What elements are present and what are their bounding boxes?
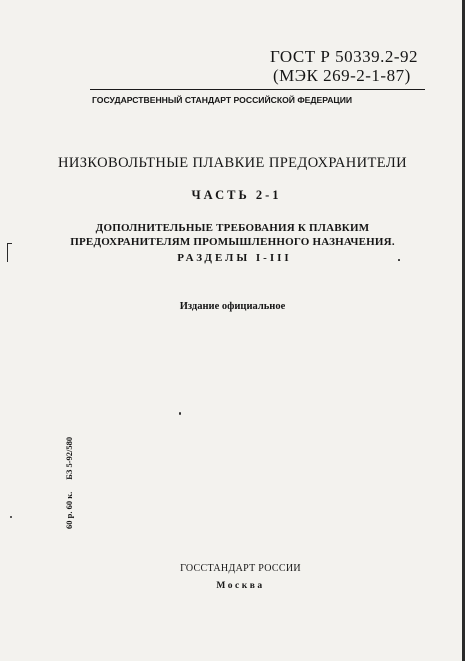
scan-speck: [10, 516, 12, 518]
imprint-code: БЗ 5-92/580: [64, 436, 74, 480]
subtitle-sections: РАЗДЕЛЫ I-III: [177, 252, 292, 264]
scan-speck: [398, 259, 400, 261]
gost-number: ГОСТ Р 50339.2-92: [270, 47, 418, 66]
margin-bracket-mark: [7, 243, 12, 262]
subtitle-line-1: ДОПОЛНИТЕЛЬНЫЕ ТРЕБОВАНИЯ К ПЛАВКИМ: [95, 222, 370, 234]
price-label: 60 р. 60 к.: [64, 491, 74, 529]
document-title: НИЗКОВОЛЬТНЫЕ ПЛАВКИЕ ПРЕДОХРАНИТЕЛИ: [58, 155, 407, 171]
header-rule: [90, 89, 425, 90]
edition-label: Издание официальное: [179, 301, 286, 312]
side-imprint: [64, 437, 74, 529]
publisher-city: Москва: [216, 581, 265, 591]
publisher-agency: ГОССТАНДАРТ РОССИИ: [180, 563, 301, 574]
scan-speck: [179, 412, 181, 415]
standard-designation: ГОСУДАРСТВЕННЫЙ СТАНДАРТ РОССИЙСКОЙ ФЕДЕРАЦИИ: [92, 95, 353, 105]
subtitle-line-2: ПРЕДОХРАНИТЕЛЯМ ПРОМЫШЛЕННОГО НАЗНАЧЕНИЯ.: [70, 236, 395, 248]
part-title: ЧАСТЬ 2-1: [191, 188, 282, 202]
iec-number: (МЭК 269-2-1-87): [273, 66, 411, 85]
